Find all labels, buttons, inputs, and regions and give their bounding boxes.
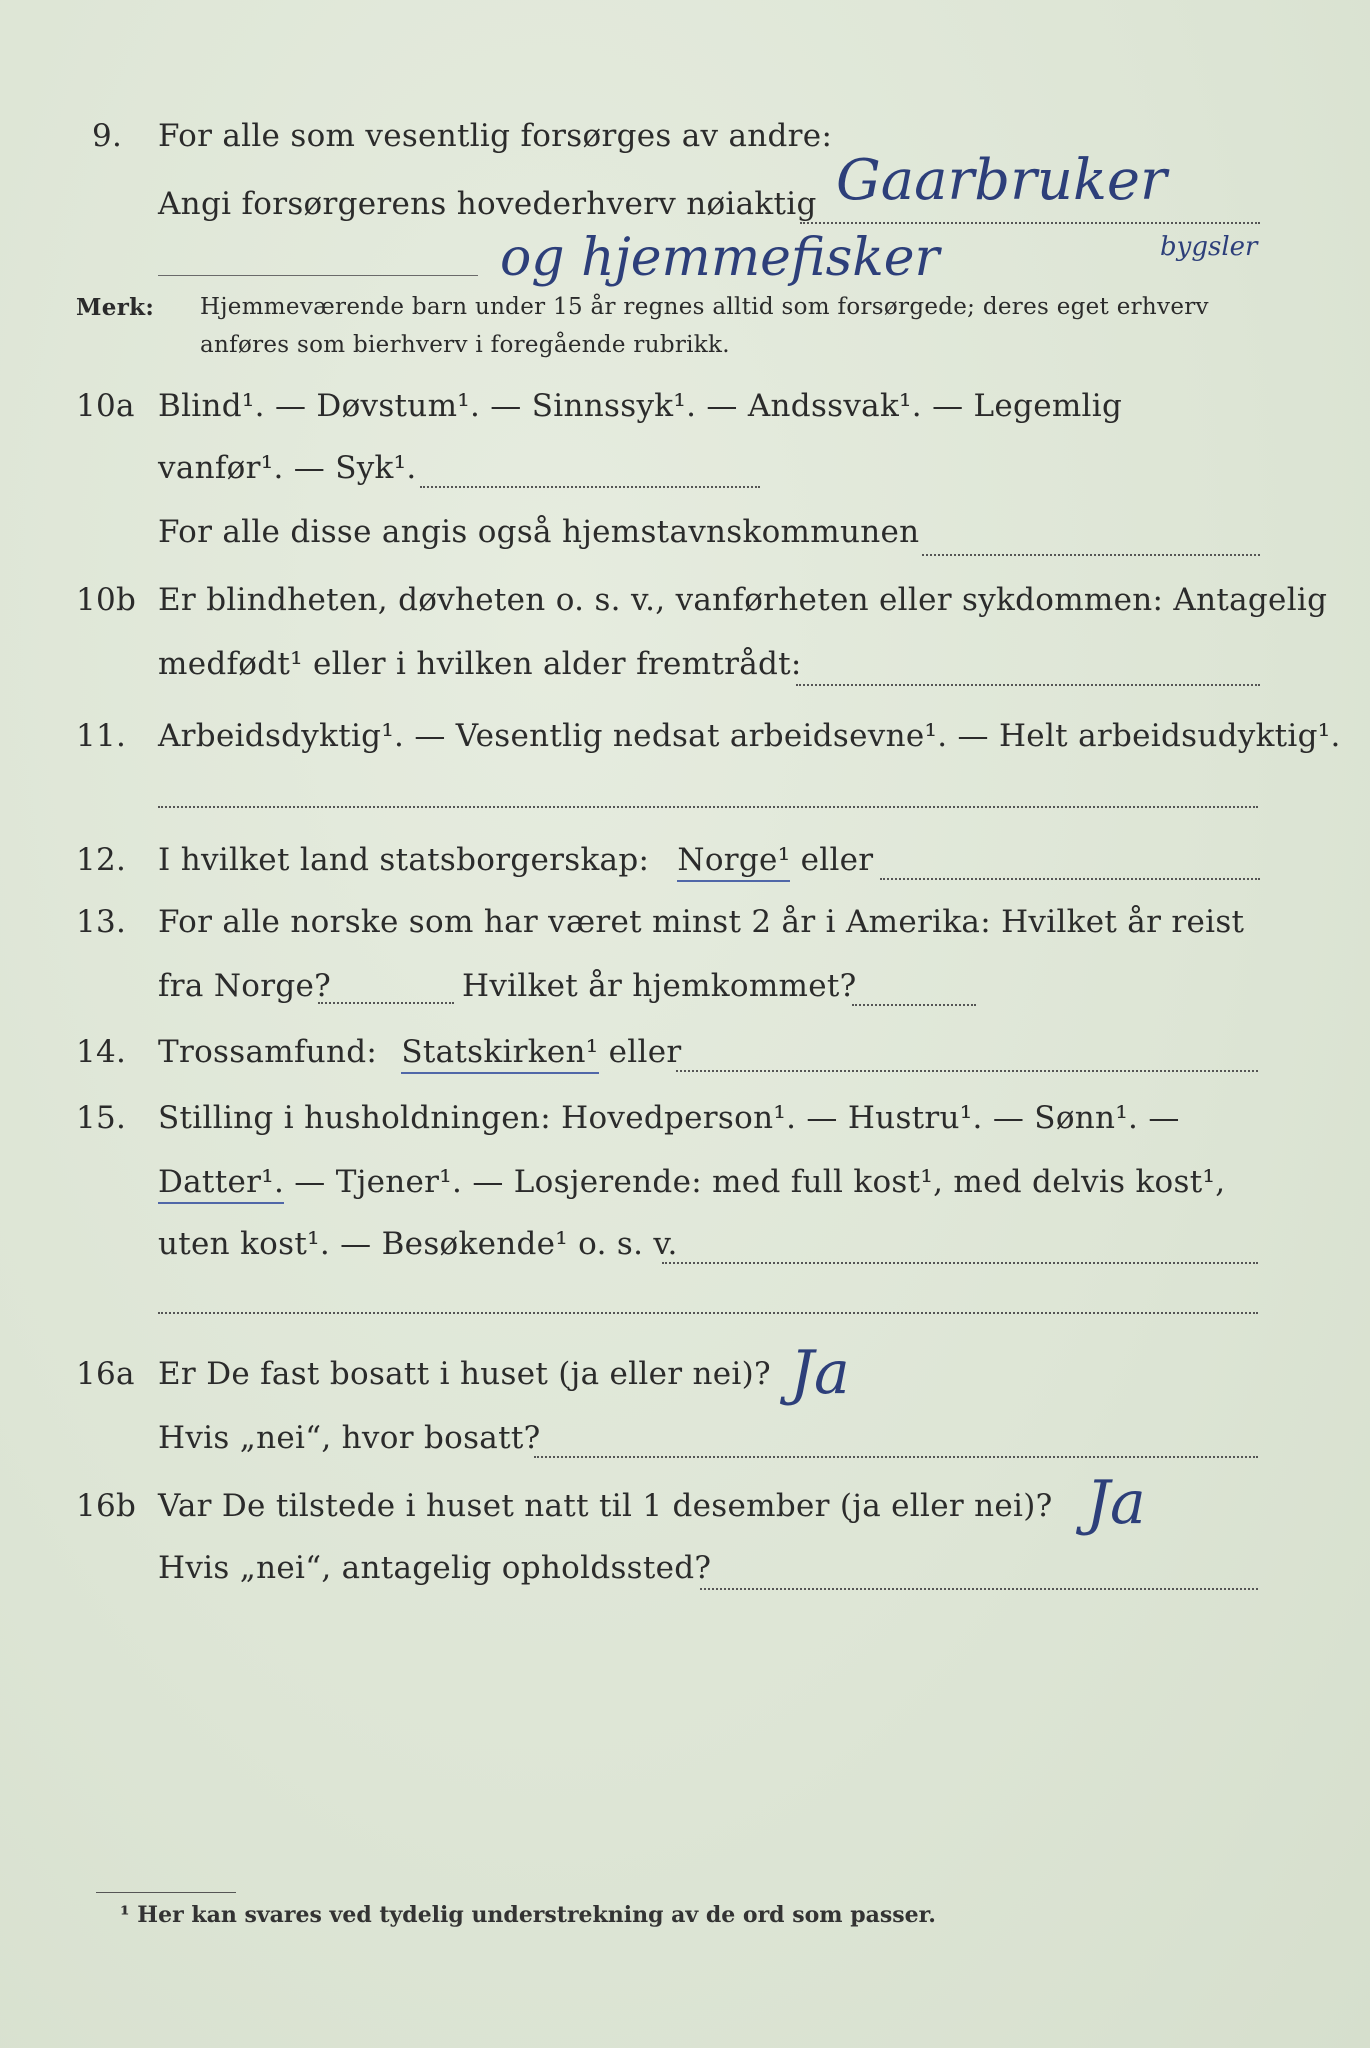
question-text-wrap: [158, 842, 873, 878]
answer-line: [318, 1002, 454, 1004]
answer-line: [158, 275, 478, 276]
question-text: Hvis „nei“, antagelig opholdssted?: [158, 1550, 712, 1586]
question-text-wrap: [158, 1164, 1225, 1200]
answer-line: [158, 806, 1258, 808]
question-text: Stilling i husholdningen: Hovedperson¹. — Hustru¹. — Sønn¹. —: [158, 1100, 1180, 1136]
question-text: Var De tilstede i huset natt til 1 desember (ja eller nei)?: [158, 1488, 1053, 1524]
footnote: ¹ Her kan svares ved tydelig understrekning av de ord som passer.: [120, 1902, 936, 1928]
footnote-rule: [96, 1892, 236, 1893]
question-text: For alle norske som har været minst 2 år i Amerika: Hvilket år reist: [158, 904, 1245, 940]
question-text: Hvilket år hjemkommet?: [462, 968, 857, 1004]
question-text: Arbeidsdyktig¹. — Vesentlig nedsat arbeidsevne¹. — Helt arbeidsudyktig¹.: [158, 718, 1341, 754]
handwritten-answer: Ja: [790, 1338, 850, 1408]
answer-line: [880, 878, 1260, 880]
question-text: For alle som vesentlig forsørges av andre:: [158, 118, 833, 154]
question-text: medfødt¹ eller i hvilken alder fremtrådt:: [158, 646, 802, 682]
question-number: 14.: [76, 1034, 127, 1070]
option-datter: Datter¹.: [158, 1164, 284, 1204]
handwritten-answer: og hjemmefisker: [500, 228, 940, 288]
answer-line: [800, 222, 1260, 224]
answer-line: [700, 1588, 1258, 1590]
question-number: 12.: [76, 842, 127, 878]
question-number: 15.: [76, 1100, 127, 1136]
question-text: eller: [608, 1034, 682, 1070]
question-text: Er blindheten, døvheten o. s. v., vanførheten eller sykdommen: Antagelig: [158, 582, 1328, 618]
answer-line: [852, 1004, 976, 1006]
merk-text: anføres som bierhverv i foregående rubrikk.: [200, 332, 730, 358]
question-text: I hvilket land statsborgerskap:: [158, 842, 650, 878]
answer-line: [922, 554, 1260, 556]
question-text: eller: [800, 842, 874, 878]
question-number: 9.: [92, 118, 123, 154]
answer-line: [158, 1312, 1258, 1314]
answer-line: [420, 486, 760, 488]
question-number: 10a: [76, 388, 135, 424]
answer-line: [676, 1070, 1258, 1072]
question-number: 11.: [76, 718, 127, 754]
handwritten-answer: Ja: [1086, 1468, 1146, 1538]
answer-line: [662, 1262, 1258, 1264]
option-statskirken: Statskirken¹: [401, 1034, 598, 1074]
question-number: 16b: [76, 1488, 137, 1524]
question-text: For alle disse angis også hjemstavnskommunen: [158, 514, 920, 550]
question-number: 13.: [76, 904, 127, 940]
handwritten-answer: bygsler: [1160, 232, 1258, 262]
merk-label: Merk:: [76, 294, 155, 321]
question-number: 16a: [76, 1356, 135, 1392]
question-text: — Tjener¹. — Losjerende: med full kost¹, med delvis kost¹,: [294, 1164, 1226, 1200]
question-text: Angi forsørgerens hovederhverv nøiaktig: [158, 186, 817, 222]
question-text: Hvis „nei“, hvor bosatt?: [158, 1420, 541, 1456]
handwritten-answer: Gaarbruker: [836, 148, 1167, 213]
question-text: vanfør¹. — Syk¹.: [158, 450, 417, 486]
answer-line: [534, 1456, 1258, 1458]
question-text-wrap: [158, 1034, 682, 1070]
answer-line: [796, 684, 1260, 686]
question-text: uten kost¹. — Besøkende¹ o. s. v.: [158, 1226, 678, 1262]
question-text: Trossamfund:: [158, 1034, 378, 1070]
question-text: Er De fast bosatt i huset (ja eller nei)?: [158, 1356, 771, 1392]
option-norge: Norge¹: [677, 842, 790, 882]
question-text: fra Norge?: [158, 968, 332, 1004]
merk-text: Hjemmeværende barn under 15 år regnes alltid som forsørgede; deres eget erhverv: [200, 294, 1209, 320]
question-number: 10b: [76, 582, 137, 618]
question-text: Blind¹. — Døvstum¹. — Sinnssyk¹. — Andssvak¹. — Legemlig: [158, 388, 1123, 424]
